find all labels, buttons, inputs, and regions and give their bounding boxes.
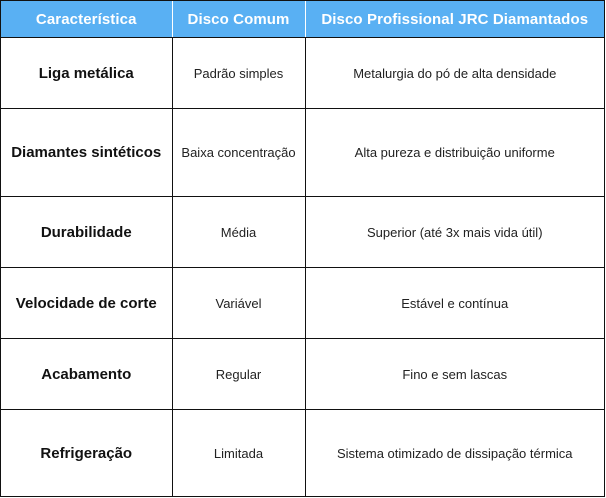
table-row xyxy=(1,38,604,109)
row-common-value: Padrão simples xyxy=(172,38,305,109)
header-row xyxy=(1,1,604,38)
row-feature: Durabilidade xyxy=(1,197,172,268)
row-common-value: Variável xyxy=(172,268,305,339)
row-feature: Velocidade de corte xyxy=(1,268,172,339)
row-professional-value: Superior (até 3x mais vida útil) xyxy=(305,197,604,268)
row-professional-value: Fino e sem lascas xyxy=(305,339,604,410)
row-common-value: Baixa concentração xyxy=(172,109,305,197)
row-professional-value: Alta pureza e distribuição uniforme xyxy=(305,109,604,197)
header-common-disc: Disco Comum xyxy=(172,1,305,38)
table-header xyxy=(1,1,604,38)
row-professional-value: Estável e contínua xyxy=(305,268,604,339)
row-feature: Liga metálica xyxy=(1,38,172,109)
row-common-value: Limitada xyxy=(172,410,305,497)
header-professional-disc: Disco Profissional JRC Diamantados xyxy=(305,1,604,38)
table-body xyxy=(1,38,604,497)
row-common-value: Regular xyxy=(172,339,305,410)
table-row xyxy=(1,109,604,197)
row-feature: Diamantes sintéticos xyxy=(1,109,172,197)
table-row xyxy=(1,339,604,410)
table-row xyxy=(1,197,604,268)
row-professional-value: Sistema otimizado de dissipação térmica xyxy=(305,410,604,497)
table-row xyxy=(1,410,604,497)
row-common-value: Média xyxy=(172,197,305,268)
header-feature: Característica xyxy=(1,1,172,38)
table-row xyxy=(1,268,604,339)
row-feature: Refrigeração xyxy=(1,410,172,497)
row-feature: Acabamento xyxy=(1,339,172,410)
comparison-table xyxy=(1,1,604,496)
row-professional-value: Metalurgia do pó de alta densidade xyxy=(305,38,604,109)
